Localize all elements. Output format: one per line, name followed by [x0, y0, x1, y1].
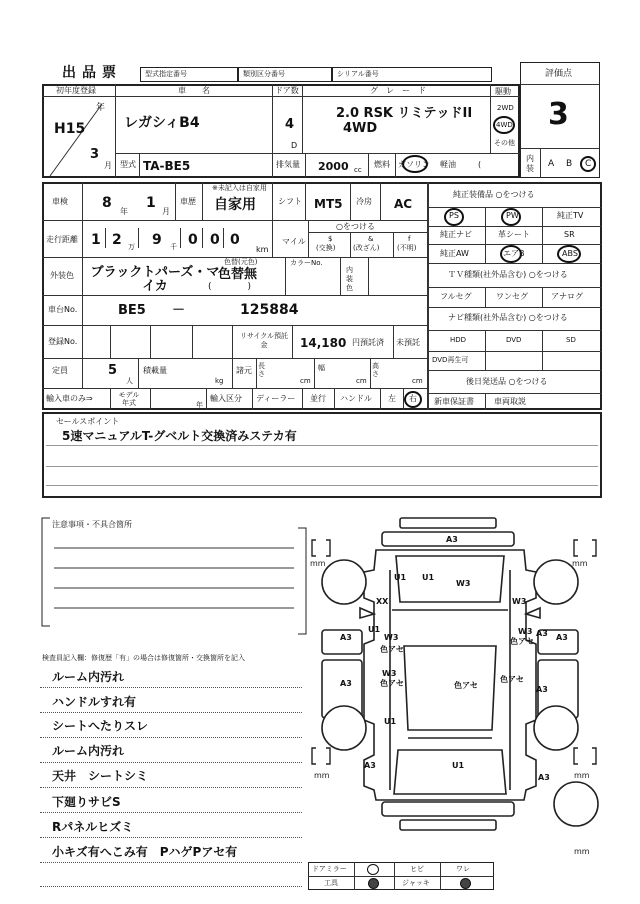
svg-text:色アセ: 色アセ [380, 679, 404, 688]
inspector-item-3: シートへたりスレ [52, 719, 149, 733]
grade-line2: 4WD [343, 121, 378, 136]
inspector-item-7: Rパネルヒズミ [52, 820, 134, 834]
chassis-prefix: BE5 [118, 303, 146, 318]
svg-text:U1: U1 [422, 573, 435, 582]
mileage-d2: 2 [112, 232, 122, 248]
svg-text:mm: mm [572, 559, 588, 568]
interior-label: 内装 [526, 154, 534, 173]
first-reg-month: 3 [90, 147, 100, 162]
svg-text:mm: mm [314, 771, 330, 780]
inspector-item-8: 小キズ有へこみ有 PハゲPアセ有 [52, 845, 238, 859]
svg-text:XX: XX [376, 597, 389, 606]
mileage-d5: 0 [210, 232, 220, 248]
type-approval-field: 型式指定番号 [140, 67, 238, 82]
form-title: 出品票 [62, 65, 122, 81]
evaluation-label: 評価点 [545, 69, 573, 79]
capacity: 5 [108, 363, 118, 378]
svg-text:U1: U1 [452, 761, 465, 770]
shift: MT5 [314, 197, 343, 211]
sales-point-text: 5速マニュアルT-グベルト交換済みステカ有 [62, 429, 297, 443]
mileage-d6: 0 [230, 232, 240, 248]
svg-text:W3: W3 [512, 597, 527, 606]
svg-text:色アセ: 色アセ [510, 637, 534, 646]
svg-text:色アセ: 色アセ [454, 681, 478, 690]
displacement: 2000 [318, 160, 349, 173]
svg-text:A3: A3 [538, 773, 550, 782]
shaken-year: 8 [102, 195, 112, 211]
color-change: 色替無 [218, 267, 258, 282]
mileage-d4: 0 [188, 232, 198, 248]
car-name: レガシィB4 [124, 115, 200, 131]
mileage-d3: 9 [152, 232, 162, 248]
inspector-item-2: ハンドルすれ有 [52, 695, 137, 709]
car-damage-diagram [300, 510, 610, 855]
svg-text:W3: W3 [518, 627, 533, 636]
mileage-d1: 1 [91, 232, 101, 248]
svg-text:W3: W3 [382, 669, 397, 678]
notes-bracket [40, 516, 310, 636]
inspector-item-6: 下廻りサビS [52, 795, 121, 809]
inspector-label: 検査員記入欄：修復歴「有」の場合は修復箇所・交換箇所を記入 [42, 654, 245, 662]
inspector-item-1: ルーム内汚れ [52, 670, 125, 684]
svg-text:mm: mm [574, 771, 590, 780]
svg-text:mm: mm [310, 559, 326, 568]
vehicle-history: 自家用 [214, 197, 256, 213]
svg-text:A3: A3 [536, 685, 548, 694]
svg-text:U1: U1 [394, 573, 407, 582]
mark-front-bumper: A3 [446, 535, 458, 544]
category-field: 類別区分番号 [238, 67, 332, 82]
model-code: TA-BE5 [143, 159, 191, 173]
svg-text:W3: W3 [456, 579, 471, 588]
svg-text:色アセ: 色アセ [500, 675, 524, 684]
svg-text:U1: U1 [368, 625, 381, 634]
doors: 4 [285, 117, 295, 132]
inspector-item-4: ルーム内汚れ [52, 744, 125, 758]
svg-text:mm: mm [574, 847, 590, 855]
svg-text:W3: W3 [384, 633, 399, 642]
interior-grade-circle [580, 156, 596, 172]
svg-text:A3: A3 [536, 629, 548, 638]
svg-text:A3: A3 [556, 633, 568, 642]
serial-field: シリアル番号 [332, 67, 492, 82]
handle-circle [404, 391, 422, 408]
inspector-item-5: 天井 シートシミ [52, 769, 149, 783]
drive-circle [493, 116, 515, 134]
chassis-number: 125884 [240, 302, 299, 318]
fuel-circle [402, 155, 428, 173]
recycle-fee: 14,180 [300, 336, 347, 350]
svg-text:A3: A3 [364, 761, 376, 770]
first-reg-year: H15 [54, 121, 86, 137]
equipment-title: 純正装備品 ○をつける [453, 190, 535, 199]
shaken-month: 1 [146, 195, 156, 211]
svg-text:U1: U1 [384, 717, 397, 726]
evaluation-score: 3 [548, 97, 569, 132]
svg-text:色アセ: 色アセ [380, 645, 404, 654]
grade-line1: 2.0 RSK リミテッドII [336, 106, 473, 121]
aircon: AC [394, 197, 413, 211]
svg-text:A3: A3 [340, 633, 352, 642]
svg-text:A3: A3 [340, 679, 352, 688]
exterior-color: ブラックトパーズ・マイカ [90, 265, 220, 294]
notes-label: 注意事項・不具合箇所 [52, 520, 132, 529]
